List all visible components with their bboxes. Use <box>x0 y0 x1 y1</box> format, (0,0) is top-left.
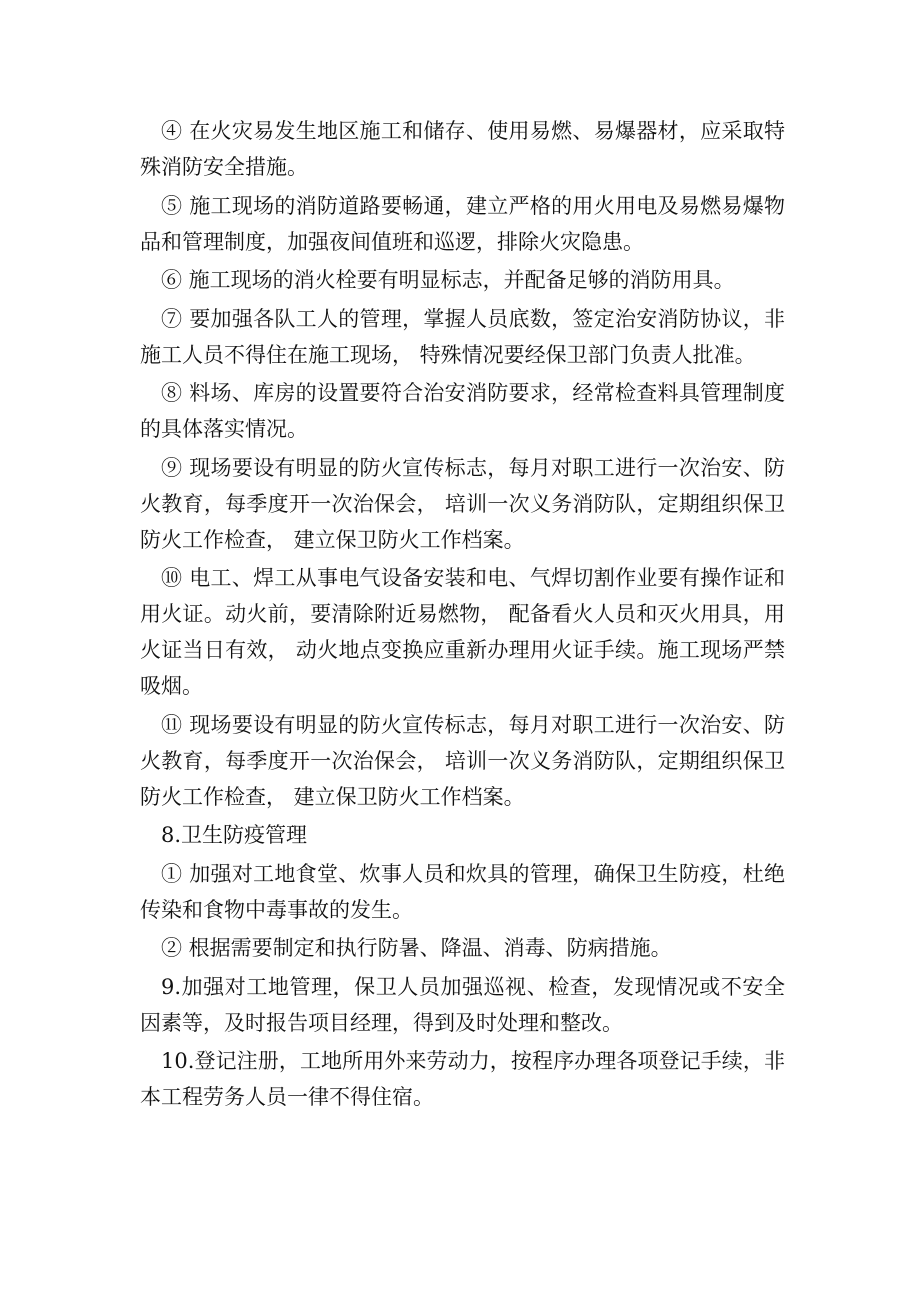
paragraph-hygiene-1: ① 加强对工地食堂、炊事人员和炊具的管理，确保卫生防疫，杜绝传染和食物中毒事故的发生。 <box>140 861 785 922</box>
document-body <box>140 113 785 1118</box>
paragraph-item-7: ⑦ 要加强各队工人的管理，掌握人员底数，签定治安消防协议，非施工人员不得住在施工现场， 特殊情况要经保卫部门负责人批准。 <box>140 306 785 367</box>
paragraph-section-9: 9.加强对工地管理，保卫人员加强巡视、检查，发现情况或不安全因素等，及时报告项目经理，得到及时处理和整改。 <box>140 974 785 1035</box>
paragraph-item-9: ⑨ 现场要设有明显的防火宣传标志，每月对职工进行一次治安、防火教育，每季度开一次治保会， 培训一次义务消防队，定期组织保卫防火工作检查， 建立保卫防火工作档案。 <box>140 455 785 552</box>
paragraph-item-10: ⑩ 电工、焊工从事电气设备安装和电、气焊切割作业要有操作证和用火证。动火前，要清除附近易燃物， 配备看火人员和灭火用具，用火证当日有效， 动火地点变换应重新办理用火证手续。施工现场严禁吸烟。 <box>140 566 785 698</box>
paragraph-hygiene-2: ② 根据需要制定和执行防暑、降温、消毒、防病措施。 <box>161 936 672 960</box>
paragraph-item-5: ⑤ 施工现场的消防道路要畅通，建立严格的用火用电及易燃易爆物品和管理制度，加强夜间值班和巡逻，排除火灾隐患。 <box>140 193 785 254</box>
section-heading-hygiene: 8.卫生防疫管理 <box>161 823 308 847</box>
paragraph-item-8: ⑧ 料场、库房的设置要符合治安消防要求，经常检查料具管理制度的具体落实情况。 <box>140 381 785 441</box>
paragraph-section-10: 10.登记注册，工地所用外来劳动力，按程序办理各项登记手续，非本工程劳务人员一律不得住宿。 <box>140 1049 785 1109</box>
paragraph-item-6: ⑥ 施工现场的消火栓要有明显标志，并配备足够的消防用具。 <box>161 268 735 292</box>
paragraph-item-11: ⑪ 现场要设有明显的防火宣传标志，每月对职工进行一次治安、防火教育，每季度开一次治保会， 培训一次义务消防队，定期组织保卫防火工作检查， 建立保卫防火工作档案。 <box>140 712 785 809</box>
paragraph-item-4: ④ 在火灾易发生地区施工和储存、使用易燃、易爆器材，应采取特殊消防安全措施。 <box>140 119 785 179</box>
